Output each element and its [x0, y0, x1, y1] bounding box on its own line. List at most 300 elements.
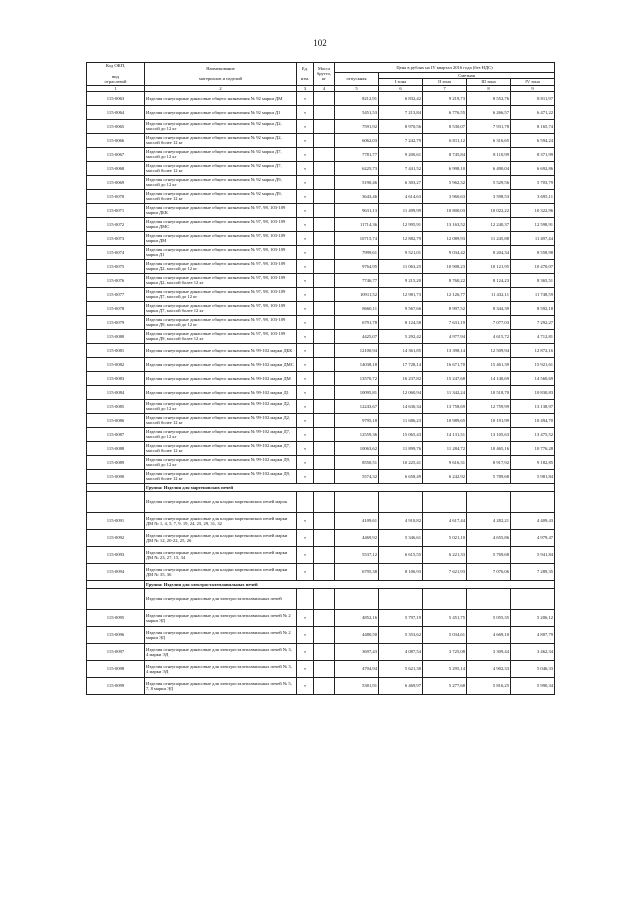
header-zone-4: IV зона: [511, 79, 555, 85]
row-code: 115-0074: [87, 245, 145, 259]
header-name: Наименование материалов и изделий: [145, 63, 297, 86]
group-mart: [87, 483, 555, 512]
row-mass: [314, 399, 335, 413]
row-zone-2-price: 7 621,93: [423, 563, 467, 580]
row-code: 115-0092: [87, 529, 145, 546]
row-release-price: 4425,07: [335, 329, 379, 343]
row-release-price: 5190,46: [335, 175, 379, 189]
row-mass: [314, 133, 335, 147]
row-unit: т: [297, 427, 314, 441]
row-code: 115-0080: [87, 329, 145, 343]
row-zone-4-price: 10 830,83: [511, 385, 555, 399]
row-zone-1-price: 9 215,20: [379, 273, 423, 287]
row-unit: т: [297, 609, 314, 626]
column-number: 4: [314, 85, 335, 91]
column-number: 8: [467, 85, 511, 91]
row-zone-4-price: 8 365,51: [511, 273, 555, 287]
row-name: Изделия огнеупорные динасовые общего назначения № 92 марки Д7, массой более 12 кг: [145, 161, 297, 175]
row-code: 115-0096: [87, 626, 145, 643]
row-zone-3-price: 10 465,16: [467, 441, 511, 455]
row-zone-1-price: 11 063,25: [379, 259, 423, 273]
row-zone-4-price: 5 703,79: [511, 175, 555, 189]
row-zone-1-price: 5 797,19: [379, 609, 423, 626]
row-release-price: 10063,62: [335, 441, 379, 455]
header-zone-1: I зона: [379, 79, 423, 85]
row-mass: [314, 259, 335, 273]
row-mass: [314, 273, 335, 287]
row-zone-1-price: 17 728,14: [379, 357, 423, 371]
column-number: 6: [379, 85, 423, 91]
row-mass: [314, 677, 335, 694]
row-release-price: 10715,74: [335, 231, 379, 245]
row-release-price: 9631,13: [335, 203, 379, 217]
table-row: [87, 161, 555, 175]
row-zone-2-price: 6 242,92: [423, 469, 467, 483]
row-mass: [314, 161, 335, 175]
row-release-price: 8212,91: [335, 91, 379, 105]
row-zone-3-price: 8 110,99: [467, 147, 511, 161]
row-zone-3-price: 8 344,39: [467, 301, 511, 315]
table-row: [87, 441, 555, 455]
row-zone-1-price: 5 346,61: [379, 529, 423, 546]
row-zone-1-price: 11 686,23: [379, 413, 423, 427]
row-mass: [314, 512, 335, 529]
row-zone-1-price: 12 981,73: [379, 287, 423, 301]
row-zone-3-price: 11 432,11: [467, 287, 511, 301]
row-mass: [314, 413, 335, 427]
row-code: 115-0098: [87, 660, 145, 677]
row-code: 115-0081: [87, 343, 145, 357]
row-code: 115-0089: [87, 455, 145, 469]
row-name: Изделия огнеупорные динасовые для кладки мартеновских печей марки ДМ № 1, 4, 5, 7, 9, 19, 24, 25, 29, 31, 32: [145, 512, 297, 529]
row-zone-4-price: 11 748,59: [511, 287, 555, 301]
row-mass: [314, 217, 335, 231]
row-release-price: 10911,52: [335, 287, 379, 301]
row-code: 115-0091: [87, 512, 145, 529]
row-release-price: 7999,61: [335, 245, 379, 259]
row-release-price: 5537,12: [335, 546, 379, 563]
row-mass: [314, 91, 335, 105]
row-zone-1-price: 5 292,42: [379, 329, 423, 343]
row-zone-4-price: 8 592,18: [511, 301, 555, 315]
row-mass: [314, 469, 335, 483]
row-zone-4-price: 14 560,69: [511, 371, 555, 385]
row-code: 115-0068: [87, 161, 145, 175]
row-unit: т: [297, 677, 314, 694]
row-zone-4-price: 15 921,61: [511, 357, 555, 371]
table-row: [87, 357, 555, 371]
row-unit: т: [297, 217, 314, 231]
row-zone-4-price: 4 712,81: [511, 329, 555, 343]
row-name: Изделия огнеупорные динасовые общего назначения № 99-102 марки Д2, массой более 12 кг: [145, 413, 297, 427]
row-unit: т: [297, 455, 314, 469]
row-zone-2-price: 9 219,73: [423, 91, 467, 105]
row-zone-1-price: 6 303,27: [379, 175, 423, 189]
table-row: [87, 189, 555, 203]
column-number: 5: [335, 85, 379, 91]
row-release-price: 5381,91: [335, 677, 379, 694]
table-row: [87, 677, 555, 694]
table-row: [87, 231, 555, 245]
row-unit: т: [297, 175, 314, 189]
row-zone-3-price: 5 816,25: [467, 677, 511, 694]
row-release-price: 6225,73: [335, 161, 379, 175]
row-code: 115-0078: [87, 301, 145, 315]
row-mass: [314, 385, 335, 399]
row-release-price: 12100,94: [335, 343, 379, 357]
row-zone-3-price: 5 529,56: [467, 175, 511, 189]
row-code: 115-0093: [87, 546, 145, 563]
row-name: Изделия огнеупорные динасовые для кладки мартеновских печей марки ДМ № 23, 27, 15, 34: [145, 546, 297, 563]
row-name: Изделия огнеупорные динасовые общего назначения № 97, 98, 103-109 марки ДМС: [145, 217, 297, 231]
row-code: 115-0083: [87, 371, 145, 385]
row-name: Изделия огнеупорные динасовые общего назначения № 97, 98, 103-109 марки ДМ: [145, 231, 297, 245]
row-release-price: 10095,81: [335, 385, 379, 399]
table-row: [87, 91, 555, 105]
table-row: [87, 105, 555, 119]
row-zone-4-price: 5 046,33: [511, 660, 555, 677]
row-mass: [314, 147, 335, 161]
row-release-price: 4109,61: [335, 512, 379, 529]
row-zone-1-price: 12 995,91: [379, 217, 423, 231]
row-release-price: 7746,77: [335, 273, 379, 287]
row-unit: т: [297, 245, 314, 259]
row-zone-4-price: 6 594,24: [511, 133, 555, 147]
row-zone-4-price: 7 292,27: [511, 315, 555, 329]
group-subtitle: Изделия огнеупорные динасовые для кладки мартеновских печей марок: [145, 491, 297, 512]
row-zone-4-price: 8 558,98: [511, 245, 555, 259]
row-code: 115-0069: [87, 175, 145, 189]
group-title: Группа: Изделия для электросталеплавильных печей: [145, 580, 555, 588]
row-zone-2-price: 9 616,31: [423, 455, 467, 469]
row-release-price: 13570,72: [335, 371, 379, 385]
header-price-title: Цена в рублях на IV квартал 2016 года (без НДС): [335, 63, 555, 73]
row-zone-4-price: 12 598,91: [511, 217, 555, 231]
header-zone-2: II зона: [423, 79, 467, 85]
row-zone-3-price: 8 552,76: [467, 91, 511, 105]
row-zone-2-price: 13 398,14: [423, 343, 467, 357]
row-zone-2-price: 8 745,84: [423, 147, 467, 161]
table-row: [87, 399, 555, 413]
table-row: [87, 385, 555, 399]
row-name: Изделия огнеупорные динасовые общего назначения № 99-102 марки Д2, массой до 12 кг: [145, 399, 297, 413]
row-zone-2-price: 10 800,03: [423, 203, 467, 217]
row-zone-1-price: 6 832,42: [379, 91, 423, 105]
row-unit: т: [297, 105, 314, 119]
row-zone-3-price: 6 316,65: [467, 133, 511, 147]
table-header: [87, 63, 555, 92]
row-name: Изделия огнеупорные динасовые общего назначения № 99-102 марки ДБК: [145, 343, 297, 357]
row-zone-1-price: 9 567,66: [379, 301, 423, 315]
row-zone-2-price: 12 089,93: [423, 231, 467, 245]
table-row: [87, 413, 555, 427]
row-release-price: 14038,18: [335, 357, 379, 371]
row-zone-2-price: 9 034,42: [423, 245, 467, 259]
row-unit: т: [297, 343, 314, 357]
row-mass: [314, 609, 335, 626]
row-mass: [314, 660, 335, 677]
row-unit: т: [297, 287, 314, 301]
row-zone-4-price: 10 470,07: [511, 259, 555, 273]
row-release-price: 3697,43: [335, 643, 379, 660]
row-zone-1-price: 7 213,84: [379, 105, 423, 119]
row-name: Изделия огнеупорные динасовые для кладки мартеновских печей марки ДМ № 35, 36: [145, 563, 297, 580]
table-row: [87, 455, 555, 469]
row-name: Изделия огнеупорные динасовые общего назначения № 92 марки ДМ: [145, 91, 297, 105]
row-zone-2-price: 5 295,14: [423, 660, 467, 677]
row-zone-3-price: 15 461,39: [467, 357, 511, 371]
row-zone-2-price: 8 530,07: [423, 119, 467, 133]
table-row: [87, 119, 555, 133]
column-number: 3: [297, 85, 314, 91]
row-code: 115-0099: [87, 677, 145, 694]
table-row: [87, 203, 555, 217]
row-name: Изделия огнеупорные динасовые общего назначения № 92 марки Д2, массой до 12 кг: [145, 119, 297, 133]
row-zone-4-price: 5 206,12: [511, 609, 555, 626]
row-mass: [314, 287, 335, 301]
row-mass: [314, 455, 335, 469]
row-name: Изделия огнеупорные динасовые для электросталеплавильных печей № 2 марки ЭД: [145, 626, 297, 643]
row-zone-3-price: 8 917,92: [467, 455, 511, 469]
row-code: 115-0066: [87, 133, 145, 147]
table-row: [87, 343, 555, 357]
header-unit: Ед. изм.: [297, 63, 314, 86]
row-release-price: 7781,77: [335, 147, 379, 161]
row-unit: т: [297, 189, 314, 203]
row-zone-2-price: 8 760,22: [423, 273, 467, 287]
row-zone-4-price: 3 462,34: [511, 643, 555, 660]
group-electro: [87, 580, 555, 609]
row-zone-3-price: 12 240,37: [467, 217, 511, 231]
row-zone-2-price: 12 126,77: [423, 287, 467, 301]
table-row: [87, 329, 555, 343]
row-zone-1-price: 6 615,55: [379, 546, 423, 563]
row-zone-4-price: 6 471,22: [511, 105, 555, 119]
row-zone-3-price: 3 598,53: [467, 189, 511, 203]
row-name: Изделия огнеупорные динасовые общего назначения № 99-102 марки ДМ: [145, 371, 297, 385]
row-zone-4-price: 10 776,28: [511, 441, 555, 455]
row-zone-2-price: 5 021,10: [423, 529, 467, 546]
row-name: Изделия огнеупорные динасовые общего назначения № 97, 98, 103-109 марки Д2, массой более 12 кг: [145, 273, 297, 287]
row-name: Изделия огнеупорные динасовые общего назначения № 99-102 марки Д9, массой до 12 кг: [145, 455, 297, 469]
row-mass: [314, 245, 335, 259]
table-row: [87, 147, 555, 161]
row-zone-3-price: 8 124,23: [467, 273, 511, 287]
row-mass: [314, 189, 335, 203]
row-zone-2-price: 4 977,94: [423, 329, 467, 343]
row-zone-3-price: 5 055,35: [467, 609, 511, 626]
row-mass: [314, 441, 335, 455]
table-row: [87, 529, 555, 546]
row-release-price: 4704,94: [335, 660, 379, 677]
row-release-price: 5574,32: [335, 469, 379, 483]
row-code: 115-0094: [87, 563, 145, 580]
row-zone-2-price: 11 342,24: [423, 385, 467, 399]
row-name: Изделия огнеупорные динасовые для электросталеплавильных печей № 2 марки ЭД: [145, 609, 297, 626]
row-unit: т: [297, 660, 314, 677]
row-code: 115-0087: [87, 427, 145, 441]
row-name: Изделия огнеупорные динасовые общего назначения № 92 марки Д1: [145, 105, 297, 119]
row-mass: [314, 546, 335, 563]
row-unit: т: [297, 529, 314, 546]
row-name: Изделия огнеупорные динасовые общего назначения № 97, 98, 103-109 марки ДБК: [145, 203, 297, 217]
row-zone-2-price: 13 163,52: [423, 217, 467, 231]
row-zone-2-price: 7 631,19: [423, 315, 467, 329]
header-code: Код ОКП, вид отраслевой: [87, 63, 145, 86]
row-zone-4-price: 12 872,16: [511, 343, 555, 357]
row-mass: [314, 301, 335, 315]
row-zone-4-price: 11 497,44: [511, 231, 555, 245]
row-zone-3-price: 10 121,95: [467, 259, 511, 273]
row-zone-2-price: 5 962,32: [423, 175, 467, 189]
group-title: Группа: Изделия для мартеновских печей: [145, 483, 555, 491]
row-zone-1-price: 4 910,82: [379, 512, 423, 529]
row-release-price: 11714,36: [335, 217, 379, 231]
row-zone-2-price: 6 221,33: [423, 546, 467, 563]
row-code: 115-0079: [87, 315, 145, 329]
row-release-price: 12243,67: [335, 399, 379, 413]
row-zone-1-price: 9 200,61: [379, 147, 423, 161]
row-zone-3-price: 12 509,94: [467, 343, 511, 357]
row-code: 115-0088: [87, 441, 145, 455]
row-zone-3-price: 12 759,99: [467, 399, 511, 413]
row-release-price: 8550,51: [335, 455, 379, 469]
row-zone-3-price: 7 931,78: [467, 119, 511, 133]
row-name: Изделия огнеупорные динасовые для электросталеплавильных печей № 5, 7, 8 марки ЭД: [145, 677, 297, 694]
row-zone-3-price: 11 245,88: [467, 231, 511, 245]
row-zone-2-price: 5 451,75: [423, 609, 467, 626]
row-zone-4-price: 8 165,74: [511, 119, 555, 133]
table-row: [87, 660, 555, 677]
row-unit: т: [297, 371, 314, 385]
row-zone-3-price: 3 309,44: [467, 643, 511, 660]
row-release-price: 6795,38: [335, 563, 379, 580]
row-zone-1-price: 11 499,99: [379, 203, 423, 217]
row-zone-1-price: 11 899,76: [379, 441, 423, 455]
row-zone-1-price: 4 614,63: [379, 189, 423, 203]
row-mass: [314, 119, 335, 133]
row-name: Изделия огнеупорные динасовые для электросталеплавильных печей № 3, 4 марки ЭД: [145, 660, 297, 677]
column-number: 7: [423, 85, 467, 91]
row-code: 115-0063: [87, 91, 145, 105]
row-zone-3-price: 10 022,22: [467, 203, 511, 217]
row-zone-3-price: 5 789,68: [467, 469, 511, 483]
row-release-price: 6062,03: [335, 133, 379, 147]
column-number: 1: [87, 85, 145, 91]
row-unit: т: [297, 329, 314, 343]
row-release-price: 4480,50: [335, 626, 379, 643]
table-row: [87, 563, 555, 580]
row-zone-1-price: 9 521,01: [379, 245, 423, 259]
row-unit: т: [297, 441, 314, 455]
group-subtitle: Изделия огнеупорные динасовые для электросталеплавильных печей: [145, 588, 297, 609]
row-zone-1-price: 4 087,54: [379, 643, 423, 660]
row-code: 115-0071: [87, 203, 145, 217]
row-unit: т: [297, 259, 314, 273]
header-estimate: Сметная: [379, 73, 555, 79]
table-row: [87, 133, 555, 147]
row-zone-4-price: 7 289,35: [511, 563, 555, 580]
row-zone-1-price: 5 621,30: [379, 660, 423, 677]
row-release-price: 7591,92: [335, 119, 379, 133]
row-unit: т: [297, 147, 314, 161]
row-release-price: 8660,11: [335, 301, 379, 315]
row-unit: т: [297, 626, 314, 643]
row-unit: т: [297, 512, 314, 529]
table-row: [87, 427, 555, 441]
row-release-price: 12559,36: [335, 427, 379, 441]
row-unit: т: [297, 469, 314, 483]
row-mass: [314, 231, 335, 245]
row-code: 115-0086: [87, 413, 145, 427]
row-zone-4-price: 5 990,34: [511, 677, 555, 694]
row-zone-2-price: 4 617,44: [423, 512, 467, 529]
row-zone-1-price: 8 124,58: [379, 315, 423, 329]
row-mass: [314, 626, 335, 643]
row-zone-2-price: 15 247,68: [423, 371, 467, 385]
row-zone-2-price: 10 908,23: [423, 259, 467, 273]
row-name: Изделия огнеупорные динасовые общего назначения № 97, 98, 103-109 марки Д2, массой до 12 кг: [145, 259, 297, 273]
table-row: [87, 287, 555, 301]
row-unit: т: [297, 203, 314, 217]
row-unit: т: [297, 273, 314, 287]
table-row: [87, 273, 555, 287]
row-release-price: 4852,16: [335, 609, 379, 626]
row-release-price: 4469,92: [335, 529, 379, 546]
row-zone-2-price: 10 989,65: [423, 413, 467, 427]
row-name: Изделия огнеупорные динасовые общего назначения № 92 марки Д9, массой более 12 кг: [145, 189, 297, 203]
row-zone-4-price: 4 979,47: [511, 529, 555, 546]
table-row: [87, 626, 555, 643]
table-row: [87, 643, 555, 660]
row-release-price: 3643,46: [335, 189, 379, 203]
row-zone-2-price: 13 758,69: [423, 399, 467, 413]
row-zone-1-price: 7 242,79: [379, 133, 423, 147]
row-zone-3-price: 7 077,03: [467, 315, 511, 329]
row-mass: [314, 203, 335, 217]
row-zone-4-price: 8 371,99: [511, 147, 555, 161]
row-zone-2-price: 8 997,52: [423, 301, 467, 315]
row-unit: т: [297, 413, 314, 427]
row-zone-4-price: 4 409,43: [511, 512, 555, 529]
row-code: 115-0075: [87, 259, 145, 273]
row-code: 115-0064: [87, 105, 145, 119]
table-body: [87, 91, 555, 483]
row-zone-1-price: 8 970,56: [379, 119, 423, 133]
row-code: 115-0073: [87, 231, 145, 245]
row-zone-3-price: 10 518,70: [467, 385, 511, 399]
row-zone-2-price: 3 725,08: [423, 643, 467, 660]
row-unit: т: [297, 399, 314, 413]
row-name: Изделия огнеупорные динасовые общего назначения № 92 марки Д9, массой до 12 кг: [145, 175, 297, 189]
table-row: [87, 175, 555, 189]
row-unit: т: [297, 231, 314, 245]
row-code: 115-0085: [87, 399, 145, 413]
row-unit: т: [297, 357, 314, 371]
header-zone-3: III зона: [467, 79, 511, 85]
row-unit: т: [297, 546, 314, 563]
row-mass: [314, 563, 335, 580]
row-zone-1-price: 14 630,34: [379, 399, 423, 413]
row-zone-2-price: 16 671,70: [423, 357, 467, 371]
page-number: 102: [313, 38, 327, 48]
row-zone-4-price: 4 807,79: [511, 626, 555, 643]
row-code: 115-0077: [87, 287, 145, 301]
table-row: [87, 259, 555, 273]
row-name: Изделия огнеупорные динасовые общего назначения № 99-102 марки Д9, массой более 12 кг: [145, 469, 297, 483]
row-mass: [314, 371, 335, 385]
row-zone-3-price: 10 191,99: [467, 413, 511, 427]
